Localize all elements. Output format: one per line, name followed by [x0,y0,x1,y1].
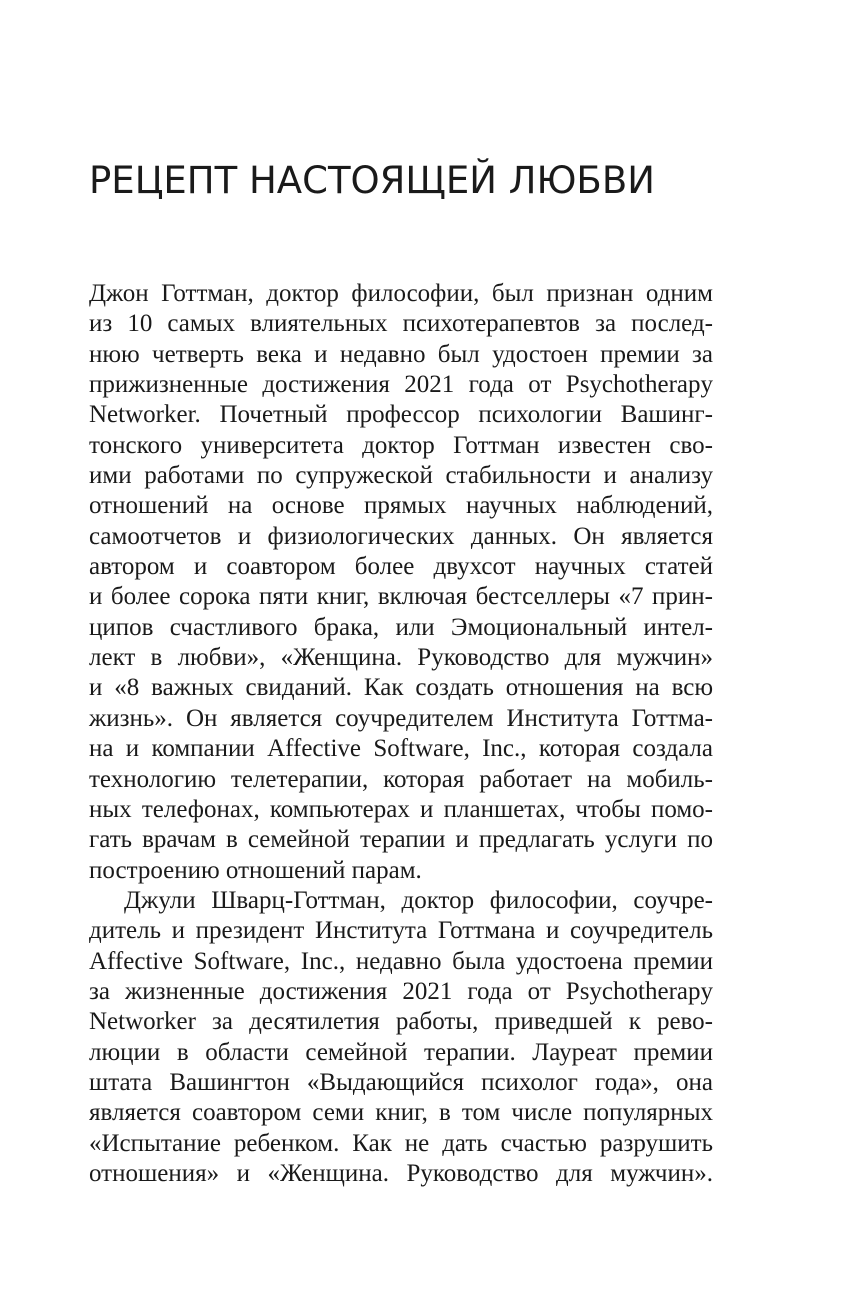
text-line: Networker. Почетный профессор психологии Вашинг- [89,401,713,429]
text-line: лект в любви», «Женщина. Руководство для мужчин» [89,644,713,672]
text-line: и более сорока пяти книг, включая бестселлеры «7 прин- [89,583,713,611]
paragraph-john-gottman [89,279,713,886]
text-line: отношения» и «Женщина. Руководство для мужчин». [89,1159,713,1187]
text-line: ных телефонах, компьютерах и планшетах, чтобы помо- [89,795,713,823]
text-line: люции в области семейной терапии. Лауреат премии [89,1038,713,1066]
text-line: жизнь». Он является соучредителем Института Готтма- [89,704,713,732]
text-line: ими работами по супружеской стабильности и анализу [89,462,713,490]
paragraph-julie-schwartz-gottman [89,886,713,1189]
text-line: штата Вашингтон «Выдающийся психолог года», она [89,1068,713,1096]
text-line: дитель и президент Института Готтмана и соучредитель [89,917,713,945]
text-line: построению отношений парам. [89,856,422,884]
page-title: РЕЦЕПТ НАСТОЯЩЕЙ ЛЮБВИ [89,159,655,202]
text-line: самоотчетов и физиологических данных. Он является [89,522,713,550]
text-line: отношений на основе прямых научных наблюдений, [89,492,713,520]
text-line: тонского университета доктор Готтман известен сво- [89,431,713,459]
text-line: Affective Software, Inc., недавно была удостоена премии [89,947,713,975]
text-line: и «8 важных свиданий. Как создать отношения на всю [89,674,713,702]
text-line: Джон Готтман, доктор философии, был признан одним [89,280,713,307]
text-line: технологию телетерапии, которая работает на мобиль- [89,765,713,793]
text-line: «Испытание ребенком. Как не дать счастью разрушить [89,1129,713,1157]
text-line: прижизненные достижения 2021 года от Psychotherapy [89,371,713,399]
text-line: за жизненные достижения 2021 года от Psychotherapy [89,977,713,1005]
text-line: из 10 самых влиятельных психотерапевтов за послед- [89,310,713,338]
text-line: Джули Шварц-Готтман, доктор философии, соучре- [124,886,713,914]
text-line: ципов счастливого брака, или Эмоциональный интел- [89,613,713,641]
text-line: Networker за десятилетия работы, приведшей к рево- [89,1008,713,1036]
text-line: является соавтором семи книг, в том числе популярных [89,1099,713,1127]
text-line: на и компании Affective Software, Inc., которая создала [89,735,713,763]
text-line: гать врачам в семейной терапии и предлагать услуги по [89,826,713,854]
body-text [89,279,713,1189]
text-line: нюю четверть века и недавно был удостоен премии за [89,340,713,368]
text-line: автором и соавтором более двухсот научных статей [89,553,713,581]
